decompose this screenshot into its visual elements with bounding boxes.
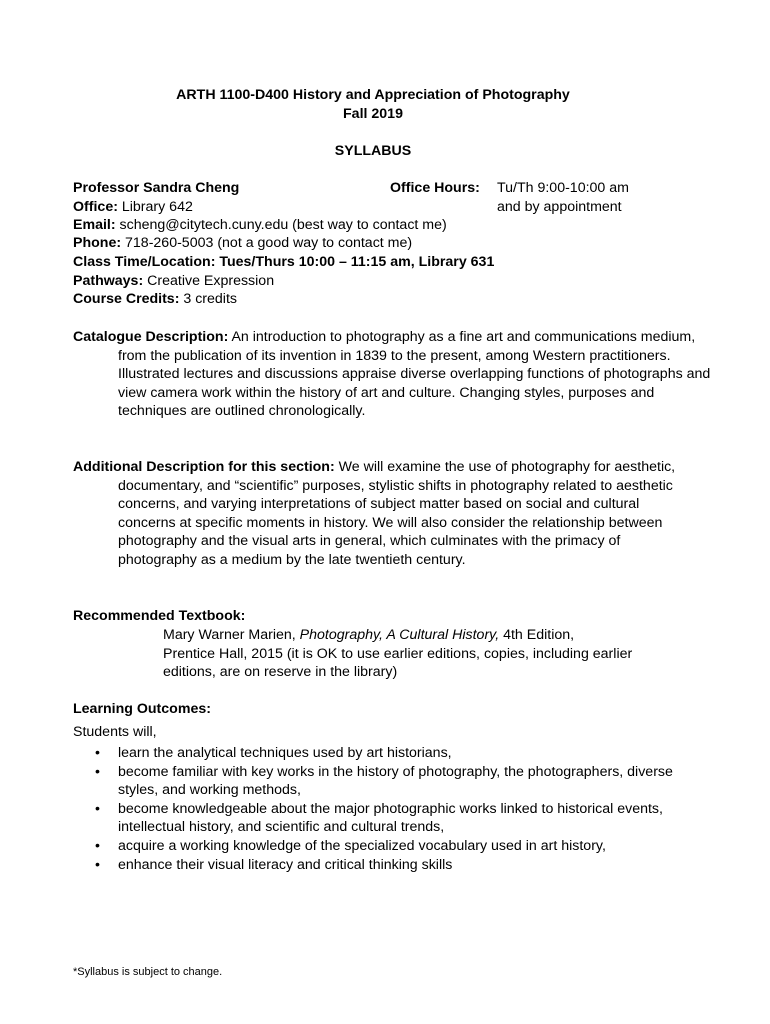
email-value: scheng@citytech.cuny.edu (best way to contact me) — [115, 217, 447, 233]
phone-line — [73, 234, 412, 253]
bullet-icon: • — [95, 745, 100, 761]
textbook-edition: 4th Edition, — [499, 627, 575, 643]
office-hours-label: Office Hours: — [390, 180, 480, 196]
office-label: Office: — [73, 199, 118, 215]
email-line — [73, 216, 447, 235]
office-line — [73, 198, 193, 217]
catalogue-label: Catalogue Description: — [73, 329, 229, 345]
list-item — [73, 800, 673, 837]
textbook-line2: Prentice Hall, 2015 (it is OK to use earlier editions, copies, including earlier — [163, 646, 633, 662]
professor-name: Professor Sandra Cheng — [73, 180, 240, 196]
outcome-text: enhance their visual literacy and critical thinking skills — [118, 856, 453, 873]
footer-note: *Syllabus is subject to change. — [73, 966, 223, 978]
office-hours-line1: Tu/Th 9:00-10:00 am — [497, 180, 629, 196]
additional-text: We will examine the use of photography for aesthetic, documentary, and “scientific” purposes, stylistic shifts in photography related to aesthetic concerns, and varying interpretations of subject matter based on social and cultural concerns at specific moments in history. We will also consider the relationship between photography and the visual arts in general, which culminates with the primacy of photography as a medium by the late twentieth century. — [118, 459, 676, 568]
bullet-icon: • — [95, 763, 100, 780]
office-hours-line2: and by appointment — [497, 199, 622, 215]
pathways-line — [73, 272, 274, 291]
email-label: Email: — [73, 217, 116, 233]
list-item — [73, 856, 673, 875]
phone-label: Phone: — [73, 235, 122, 251]
bullet-icon: • — [95, 856, 100, 873]
learning-outcomes-heading: Learning Outcomes: — [73, 701, 211, 717]
list-item — [73, 763, 673, 800]
textbook-line3: editions, are on reserve in the library) — [163, 664, 398, 680]
term: Fall 2019 — [343, 106, 403, 122]
outcome-text: learn the analytical techniques used by art historians, — [118, 745, 452, 761]
phone-value: 718-260-5003 (not a good way to contact me) — [121, 235, 413, 251]
textbook-author: Mary Warner Marien, — [163, 627, 300, 643]
course-title: ARTH 1100-D400 History and Appreciation of Photography — [176, 87, 570, 103]
credits-line — [73, 290, 237, 309]
bullet-icon: • — [95, 800, 100, 817]
textbook-title: Photography, A Cultural History, — [299, 627, 500, 643]
list-item — [73, 837, 673, 856]
class-time-location: Class Time/Location: Tues/Thurs 10:00 – 11:15 am, Library 631 — [73, 254, 495, 270]
pathways-value: Creative Expression — [143, 273, 275, 289]
list-item — [73, 744, 673, 763]
additional-description — [73, 458, 698, 570]
additional-label: Additional Description for this section: — [73, 459, 335, 475]
outcomes-list — [73, 744, 673, 874]
credits-value: 3 credits — [179, 291, 237, 307]
outcomes-intro: Students will, — [73, 724, 157, 740]
catalogue-description — [73, 328, 723, 421]
outcome-text: become knowledgeable about the major photographic works linked to historical events, intellectual history, and scientific and cultural trends, — [118, 800, 663, 836]
credits-label: Course Credits: — [73, 291, 180, 307]
doc-type-heading: SYLLABUS — [334, 143, 412, 159]
outcome-text: become familiar with key works in the history of photography, the photographers, diverse styles, and working methods, — [118, 763, 673, 799]
textbook-heading: Recommended Textbook: — [73, 608, 246, 624]
outcome-text: acquire a working knowledge of the specialized vocabulary used in art history, — [118, 837, 606, 854]
office-value: Library 642 — [117, 199, 193, 215]
bullet-icon: • — [95, 837, 100, 854]
textbook-line1 — [163, 626, 574, 645]
catalogue-text: An introduction to photography as a fine art and communications medium, from the publication of its invention in 1839 to the present, among Western practitioners. Illustrated lectures and discussions appraise diverse overlapping functions of photographs and view camera work within the history of art and culture. Changing styles, purposes and techniques are outlined chronologically. — [118, 329, 711, 420]
pathways-label: Pathways: — [73, 273, 144, 289]
